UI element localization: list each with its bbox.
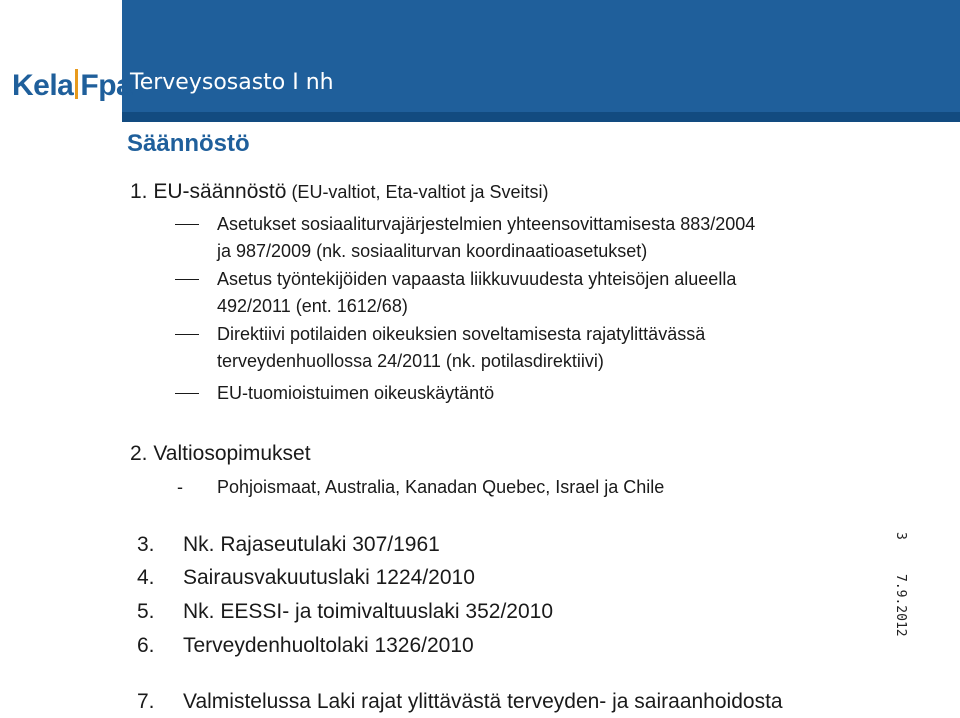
item-line: Pohjoismaat, Australia, Kanadan Quebec, Israel ja Chile (217, 477, 665, 497)
item-number: 6. (137, 634, 155, 657)
item-line: Asetukset sosiaaliturvajärjestelmien yhteensovittamisesta 883/2004 (217, 214, 756, 234)
header-stripe (122, 112, 960, 122)
slide-title: Säännöstö (127, 130, 250, 157)
kela-fpa-logo (12, 64, 133, 108)
department-name: Terveysosasto I nh (130, 70, 334, 95)
logo-kela: Kela (12, 69, 74, 102)
section-1-label: 1. EU-säännöstö (130, 180, 287, 203)
item-line: 492/2011 (ent. 1612/68) (217, 296, 408, 316)
item-line: Direktiivi potilaiden oikeuksien soveltamisesta rajatylittävässä (217, 324, 706, 344)
page-number: 3 (893, 532, 908, 540)
item-line: EU-tuomioistuimen oikeuskäytäntö (217, 383, 495, 403)
dash-bullet (175, 224, 199, 225)
item-text: Terveydenhuoltolaki 1326/2010 (183, 634, 474, 657)
logo-separator (75, 69, 78, 99)
item-line: ja 987/2009 (nk. sosiaaliturvan koordinaatioasetukset) (217, 241, 648, 261)
numbered-item (137, 598, 553, 626)
section-1-sub: (EU-valtiot, Eta-valtiot ja Sveitsi) (286, 182, 549, 202)
item-line: terveydenhuollossa 24/2011 (nk. potilasdirektiivi) (217, 351, 604, 371)
header-band (122, 0, 960, 122)
item-line: Asetus työntekijöiden vapaasta liikkuvuudesta yhteisöjen alueella (217, 269, 737, 289)
dash-bullet (175, 334, 199, 335)
slide-header (0, 0, 960, 122)
item-number: 4. (137, 566, 155, 589)
numbered-item (137, 564, 475, 592)
item-number: 5. (137, 600, 155, 623)
dash-bullet (175, 393, 199, 394)
dash-bullet (175, 279, 199, 280)
hyphen-bullet: - (177, 477, 183, 497)
item-text: Valmistelussa Laki rajat ylittävästä terveyden- ja sairaanhoidosta (183, 690, 783, 713)
item-text: Sairausvakuutuslaki 1224/2010 (183, 566, 475, 589)
logo-fpa: Fpa (80, 69, 133, 102)
item-text: Nk. Rajaseutulaki 307/1961 (183, 533, 440, 556)
numbered-item (137, 688, 783, 716)
numbered-item (137, 632, 474, 660)
slide-date: 7.9.2012 (893, 574, 908, 637)
section-1-heading (130, 178, 549, 206)
list-item (177, 474, 665, 501)
item-number: 3. (137, 533, 155, 556)
item-number: 7. (137, 690, 155, 713)
section-2-heading: 2. Valtiosopimukset (130, 442, 311, 465)
numbered-item (137, 531, 440, 559)
item-text: Nk. EESSI- ja toimivaltuuslaki 352/2010 (183, 600, 554, 623)
